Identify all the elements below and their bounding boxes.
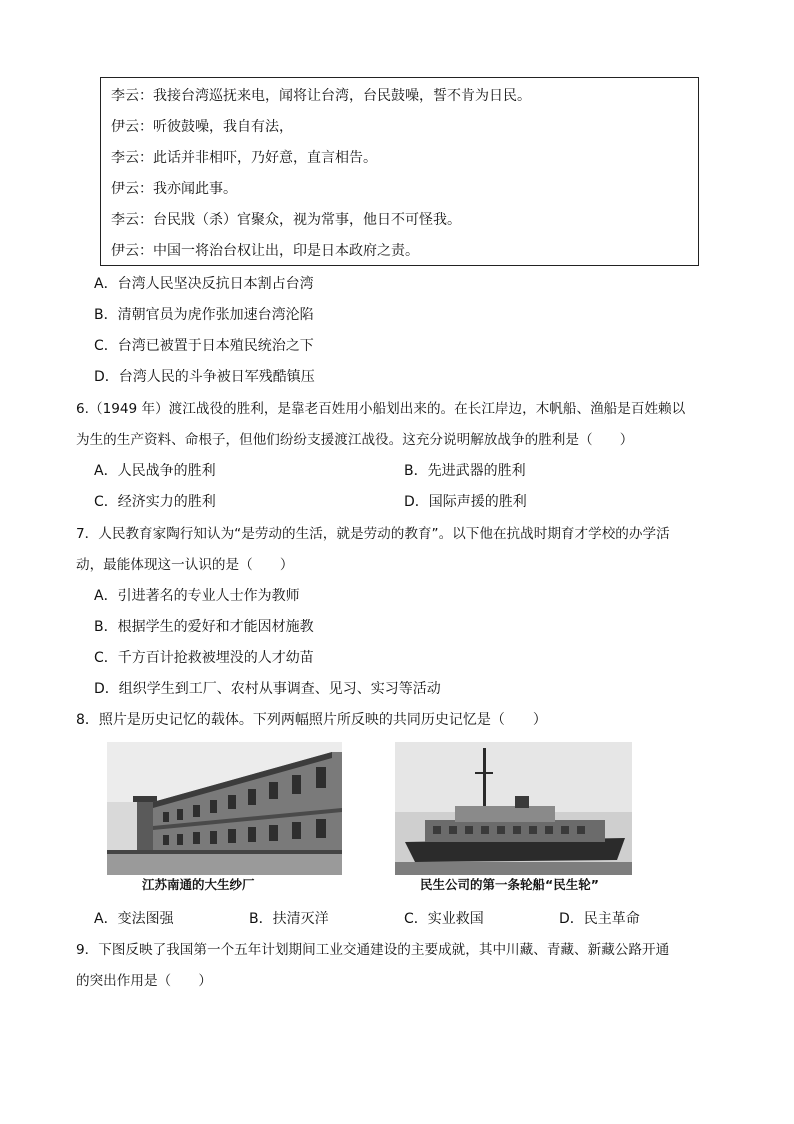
dialogue-line: 伊云：听彼鼓噪，我自有法， (111, 119, 293, 135)
q5-option-b: B．清朝官员为虎作张加速台湾沦陷 (94, 307, 314, 323)
ship-photo (395, 742, 632, 875)
q6-option-b: B．先进武器的胜利 (404, 463, 526, 479)
q5-option-a: A．台湾人民坚决反抗日本割占台湾 (94, 276, 314, 292)
q7-option-c: C．千方百计抢救被埋没的人才幼苗 (94, 650, 314, 666)
factory-caption: 江苏南通的大生纱厂 (142, 877, 255, 892)
q6-option-a: A．人民战争的胜利 (94, 463, 216, 479)
q6-option-c: C．经济实力的胜利 (94, 494, 216, 510)
q7-option-b: B．根据学生的爱好和才能因材施教 (94, 619, 314, 635)
q6-option-d: D．国际声援的胜利 (404, 494, 527, 510)
q9-stem: 9．下图反映了我国第一个五年计划期间工业交通建设的主要成就，其中川藏、青藏、新藏公路开通 (76, 942, 670, 958)
dialogue-line: 李云：我接台湾巡抚来电，闻将让台湾，台民鼓噪，誓不肯为日民。 (111, 88, 531, 104)
q6-stem: 6.（1949 年）渡江战役的胜利，是靠老百姓用小船划出来的。在长江岸边，木帆船、渔船是百姓赖以 (76, 401, 686, 417)
dialogue-line: 李云：此话并非相吓，乃好意，直言相告。 (111, 150, 377, 166)
q8-option-a: A．变法图强 (94, 911, 174, 927)
factory-photo (107, 742, 342, 875)
ship-caption: 民生公司的第一条轮船“民生轮” (420, 877, 599, 892)
q7-option-d: D．组织学生到工厂、农村从事调查、见习、实习等活动 (94, 681, 441, 697)
q7-stem-cont: 动，最能体现这一认识的是（ ） (76, 557, 294, 573)
q7-stem: 7．人民教育家陶行知认为“是劳动的生活，就是劳动的教育”。以下他在抗战时期育才学校的办学活 (76, 526, 670, 542)
dialogue-line: 李云：台民戕（杀）官聚众，视为常事，他日不可怪我。 (111, 212, 461, 228)
q6-stem-cont: 为生的生产资料、命根子，但他们纷纷支援渡江战役。这充分说明解放战争的胜利是（ ） (76, 432, 634, 448)
q5-option-d: D．台湾人民的斗争被日军残酷镇压 (94, 369, 315, 385)
q7-option-a: A．引进著名的专业人士作为教师 (94, 588, 300, 604)
q9-stem-cont: 的突出作用是（ ） (76, 973, 212, 989)
dialogue-line: 伊云：中国一将治台权让出，印是日本政府之责。 (111, 243, 419, 259)
q8-stem: 8．照片是历史记忆的载体。下列两幅照片所反映的共同历史记忆是（ ） (76, 712, 547, 728)
dialogue-box (100, 77, 699, 266)
q5-option-c: C．台湾已被置于日本殖民统治之下 (94, 338, 314, 354)
q8-option-d: D．民主革命 (559, 911, 640, 927)
q8-option-c: C．实业救国 (404, 911, 484, 927)
dialogue-line: 伊云：我亦闻此事。 (111, 181, 237, 197)
q8-option-b: B．扶清灭洋 (249, 911, 329, 927)
